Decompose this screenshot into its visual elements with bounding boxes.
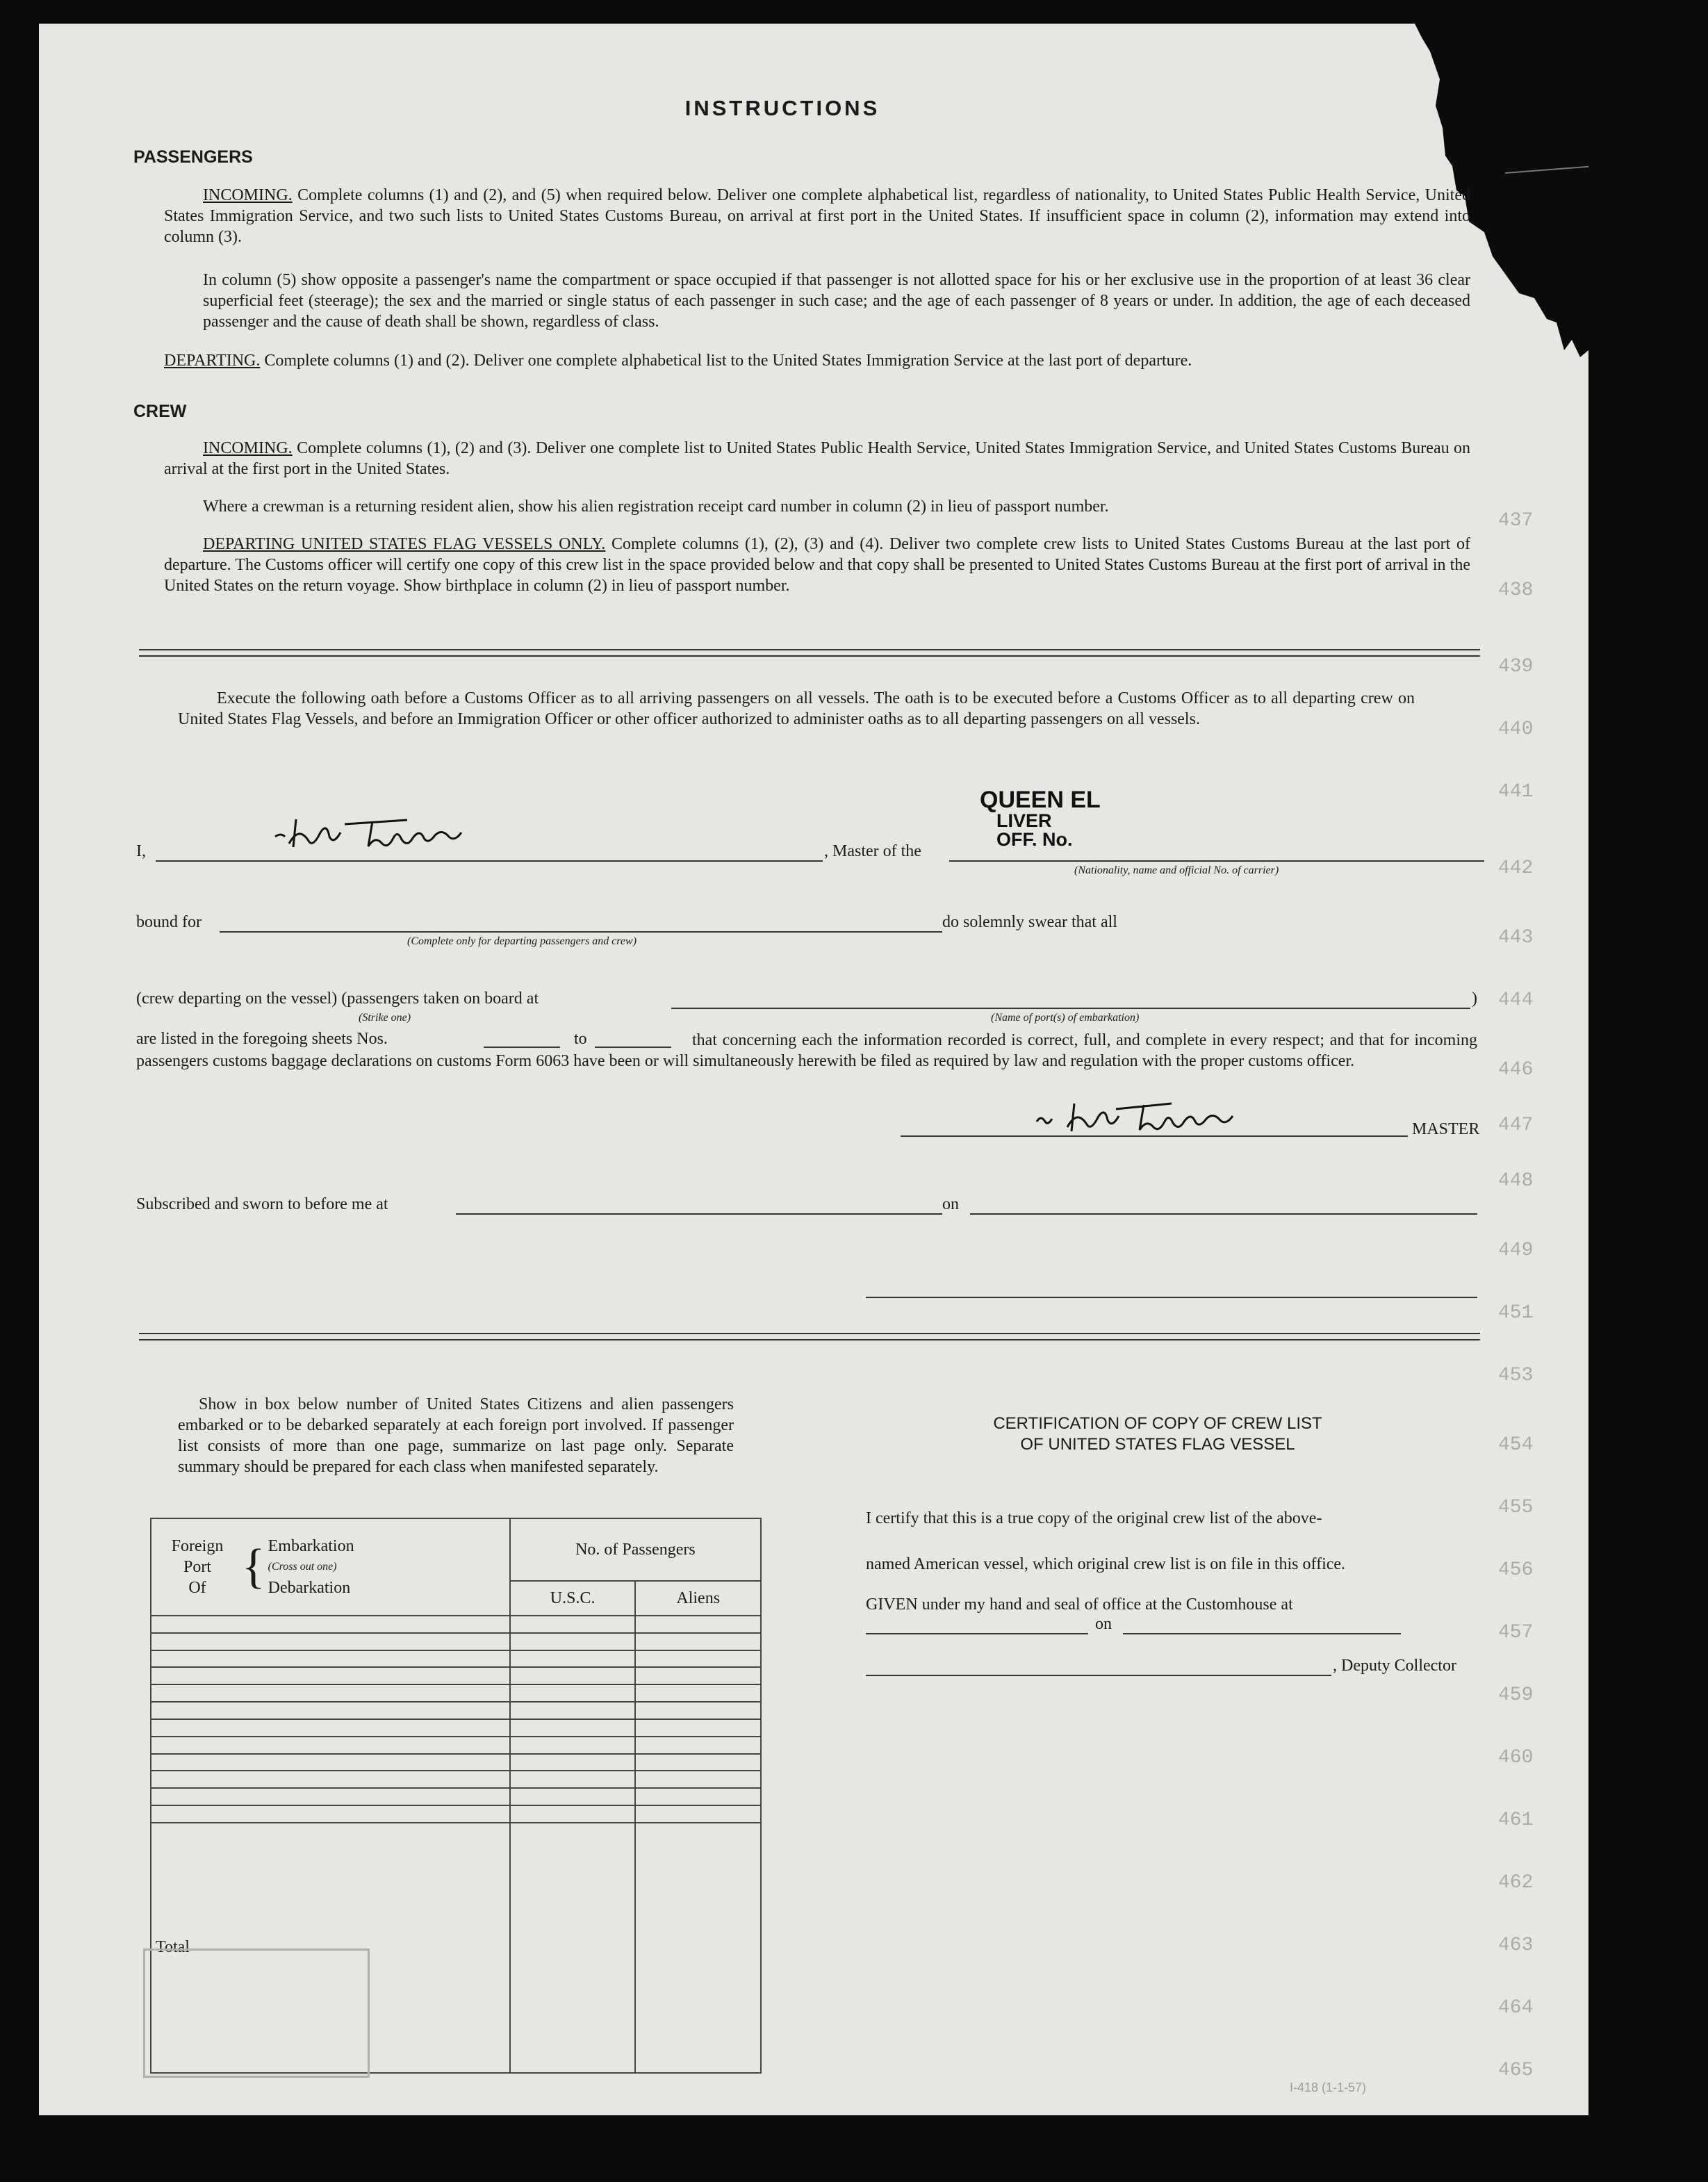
ghost-number: 465 — [1498, 2060, 1534, 2081]
oath-listed-to: to — [574, 1030, 587, 1048]
port-cell[interactable] — [151, 1684, 510, 1702]
aliens-cell[interactable] — [635, 1771, 761, 1788]
strike-one-caption: (Strike one) — [359, 1012, 411, 1024]
oath-close-paren: ) — [1472, 990, 1477, 1008]
table-header-row — [151, 1518, 761, 1581]
stamp-line: QUEEN EL — [980, 787, 1101, 813]
aliens-cell[interactable] — [635, 1719, 761, 1737]
ports-caption: (Name of port(s) of embarkation) — [991, 1012, 1140, 1024]
stamp-line: OFF. No. — [996, 829, 1073, 850]
ghost-number: 459 — [1498, 1684, 1534, 1706]
master-label: MASTER — [1412, 1120, 1480, 1138]
oath-bound-for: bound for — [136, 913, 202, 931]
crew-incoming — [164, 438, 1470, 479]
certification-heading — [908, 1413, 1408, 1455]
ghost-number: 441 — [1498, 781, 1534, 803]
total-label: Total — [151, 1823, 510, 2073]
port-cell[interactable] — [151, 1805, 510, 1823]
passengers-incoming-label: INCOMING. — [203, 186, 293, 204]
page-title: INSTRUCTIONS — [684, 96, 880, 120]
port-cell[interactable] — [151, 1719, 510, 1737]
oath-crew-departing: (crew departing on the vessel) (passengers taken on board at — [136, 990, 539, 1008]
section-divider — [139, 1333, 1480, 1340]
table-row — [151, 1788, 761, 1805]
oath-listed-a: are listed in the foregoing sheets Nos. — [136, 1030, 388, 1048]
form-number: I-418 (1-1-57) — [1290, 2081, 1367, 2094]
section-divider — [139, 649, 1480, 657]
passengers-heading: PASSENGERS — [133, 147, 253, 167]
subscribed-date-field[interactable] — [970, 1213, 1477, 1215]
brace-icon: { — [242, 1540, 265, 1593]
certification-line-3: GIVEN under my hand and seal of office at the Customhouse at — [866, 1596, 1293, 1614]
crew-departing-text: Complete columns (1), (2), (3) and (4). Deliver two complete crew lists to United States Customs Bureau at the last port of departure. The Customs officer will certify one copy of this crew list in the space provided below and that copy shall be presented to United States Customs Bureau at the first port of arrival in the United States on the return voyage. Show birthplace in column (2) in lieu of passport number. — [164, 535, 1470, 595]
table-row — [151, 1667, 761, 1684]
header-debarkation[interactable]: Debarkation — [268, 1579, 351, 1597]
passengers-incoming-text: Complete columns (1) and (2), and (5) when required below. Deliver one complete alphabetical list, regardless of nationality, to United States Public Health Service, United States Immigration Service, and two such lists to United States Customs Bureau, on arrival at first port in the United States. If insufficient space in column (2), information may extend into column (3). — [164, 186, 1470, 246]
master-name-field[interactable] — [156, 860, 823, 862]
oath-master-of: , Master of the — [824, 842, 921, 860]
crew-resident: Where a crewman is a returning resident alien, show his alien registration receipt card number in column (2) in lieu of passport number. — [203, 498, 1109, 516]
ghost-number: 440 — [1498, 719, 1534, 740]
ghost-number: 461 — [1498, 1810, 1534, 1831]
aliens-cell[interactable] — [635, 1788, 761, 1805]
crew-incoming-text: Complete columns (1), (2) and (3). Deliver one complete list to United States Public Health Service, United States Immigration Service, and United States Customs Bureau on arrival at the first port in the United States. — [164, 439, 1471, 478]
aliens-cell[interactable] — [635, 1702, 761, 1719]
ghost-number: 451 — [1498, 1302, 1534, 1324]
table-row — [151, 1650, 761, 1668]
header-foreign: Foreign — [171, 1537, 224, 1555]
bound-for-field[interactable] — [220, 931, 942, 933]
carrier-field[interactable] — [949, 860, 1484, 862]
passengers-incoming — [164, 185, 1470, 247]
carrier-caption: (Nationality, name and official No. of carrier) — [1074, 864, 1279, 876]
port-cell[interactable] — [151, 1650, 510, 1668]
certification-line-2: named American vessel, which original crew list is on file in this office. — [866, 1555, 1346, 1573]
passengers-departing — [164, 350, 1470, 371]
table-row — [151, 1633, 761, 1650]
port-cell[interactable] — [151, 1754, 510, 1771]
passengers-departing-text: Complete columns (1) and (2). Deliver one complete alphabetical list to the United States Immigration Service at the last port of departure. — [264, 352, 1192, 370]
table-row — [151, 1616, 761, 1633]
stamp-line: LIVER — [996, 810, 1052, 831]
embarkation-port-field[interactable] — [671, 1008, 1470, 1009]
faint-office-stamp — [143, 1949, 370, 2078]
oath-swear: do solemnly swear that all — [942, 913, 1117, 931]
port-cell[interactable] — [151, 1633, 510, 1650]
usc-cell[interactable] — [510, 1737, 636, 1754]
usc-cell[interactable] — [510, 1650, 636, 1668]
passengers-column5: In column (5) show opposite a passenger's name the compartment or space occupied if that passenger is not allotted space for his or her exclusive use in the proportion of at least 36 clear superficial feet (steerage); the sex and the married or single status of each passenger in such case; and the age of each passenger of 8 years or under. In addition, the age of each deceased passenger and the cause of death shall be shown, regardless of class. — [203, 271, 1470, 331]
oath-subscribed: Subscribed and sworn to before me at — [136, 1195, 388, 1213]
aliens-cell[interactable] — [635, 1633, 761, 1650]
port-cell[interactable] — [151, 1616, 510, 1633]
usc-cell[interactable] — [510, 1667, 636, 1684]
crew-incoming-label: INCOMING. — [203, 439, 293, 457]
crew-departing-label: DEPARTING UNITED STATES FLAG VESSELS ONLY. — [203, 535, 606, 553]
table-row — [151, 1754, 761, 1771]
ghost-number: 444 — [1498, 990, 1534, 1011]
aliens-cell[interactable] — [635, 1616, 761, 1633]
aliens-cell[interactable] — [635, 1667, 761, 1684]
usc-cell[interactable] — [510, 1684, 636, 1702]
table-row — [151, 1771, 761, 1788]
aliens-cell[interactable] — [635, 1754, 761, 1771]
crew-heading: CREW — [133, 402, 187, 421]
deputy-collector-label: , Deputy Collector — [1333, 1657, 1456, 1675]
header-no-passengers: No. of Passengers — [510, 1518, 761, 1581]
ghost-number: 462 — [1498, 1872, 1534, 1894]
summary-instructions: Show in box below number of United States Citizens and alien passengers embarked or to be debarked separately at each foreign port involved. If passenger list consists of more than one page, summarize on last page only. Separate summary should be prepared for each class when manifested separately. — [178, 1395, 734, 1476]
aliens-total-cell[interactable] — [635, 1823, 761, 2073]
table-row — [151, 1684, 761, 1702]
ghost-number: 463 — [1498, 1935, 1534, 1956]
ghost-number: 447 — [1498, 1115, 1534, 1136]
master-signature — [268, 809, 560, 858]
usc-cell[interactable] — [510, 1633, 636, 1650]
oath-listed-b: that concerning each the information recorded is correct, full, and complete in every respect; and that for incoming passengers customs baggage declarations on customs Form 6063 have been or will simultaneously herewith be filed as required by law and regulation with the proper customs officer. — [136, 1031, 1477, 1070]
oath-on: on — [942, 1195, 959, 1213]
header-embarkation[interactable]: Embarkation — [268, 1537, 354, 1555]
aliens-cell[interactable] — [635, 1805, 761, 1823]
usc-total-cell[interactable] — [510, 1823, 636, 2073]
header-port: Port — [183, 1558, 211, 1576]
header-usc: U.S.C. — [510, 1581, 636, 1616]
table-row — [151, 1737, 761, 1754]
master-signature-line[interactable] — [901, 1135, 1408, 1137]
port-cell[interactable] — [151, 1737, 510, 1754]
ghost-number: 446 — [1498, 1059, 1534, 1081]
officer-signature-line[interactable] — [866, 1297, 1477, 1298]
header-port-cell — [151, 1518, 510, 1616]
table-row — [151, 1719, 761, 1737]
customhouse-field[interactable] — [866, 1633, 1088, 1634]
ghost-number: 437 — [1498, 510, 1534, 532]
ghost-number: 448 — [1498, 1170, 1534, 1192]
header-of: Of — [188, 1579, 206, 1597]
port-cell[interactable] — [151, 1702, 510, 1719]
crew-departing — [164, 534, 1470, 596]
bound-caption: (Complete only for departing passengers and crew) — [407, 935, 637, 947]
ghost-number: 456 — [1498, 1559, 1534, 1581]
ghost-number: 454 — [1498, 1434, 1534, 1456]
usc-cell[interactable] — [510, 1702, 636, 1719]
ghost-number: 438 — [1498, 580, 1534, 601]
deputy-signature-line[interactable] — [866, 1675, 1331, 1676]
passengers-departing-label: DEPARTING. — [164, 352, 261, 370]
aliens-cell[interactable] — [635, 1684, 761, 1702]
port-cell[interactable] — [151, 1788, 510, 1805]
foreign-port-of — [156, 1536, 239, 1598]
header-aliens: Aliens — [635, 1581, 761, 1616]
form-page — [39, 24, 1588, 2115]
ghost-number: 457 — [1498, 1622, 1534, 1643]
oath-intro: Execute the following oath before a Customs Officer as to all arriving passengers on all vessels. The oath is to be executed before a Customs Officer as to all departing crew on United States Flag Vessels, and before an Immigration Officer or other officer authorized to administer oaths as to all departing passengers on all vessels. — [178, 689, 1415, 728]
usc-cell[interactable] — [510, 1788, 636, 1805]
table-row — [151, 1805, 761, 1823]
port-cell[interactable] — [151, 1667, 510, 1684]
usc-cell[interactable] — [510, 1754, 636, 1771]
ghost-number: 449 — [1498, 1240, 1534, 1261]
certification-line-1: I certify that this is a true copy of the original crew list of the above- — [866, 1509, 1322, 1527]
usc-cell[interactable] — [510, 1719, 636, 1737]
aliens-cell[interactable] — [635, 1737, 761, 1754]
ghost-number: 455 — [1498, 1497, 1534, 1518]
ghost-number: 453 — [1498, 1365, 1534, 1386]
embark-debark — [268, 1536, 354, 1598]
certification-date-field[interactable] — [1123, 1633, 1401, 1634]
ghost-number: 439 — [1498, 656, 1534, 678]
usc-cell[interactable] — [510, 1771, 636, 1788]
header-crossout: (Cross out one) — [268, 1561, 337, 1573]
ghost-number: 443 — [1498, 927, 1534, 949]
subscribed-place-field[interactable] — [456, 1213, 942, 1215]
port-cell[interactable] — [151, 1771, 510, 1788]
aliens-cell[interactable] — [635, 1650, 761, 1668]
ghost-number: 464 — [1498, 1997, 1534, 2019]
oath-i-label: I, — [136, 842, 146, 860]
ghost-number: 460 — [1498, 1747, 1534, 1769]
carrier-stamp — [980, 788, 1101, 849]
certification-on: on — [1095, 1615, 1112, 1633]
certification-title-2: OF UNITED STATES FLAG VESSEL — [1020, 1435, 1295, 1454]
certification-title-1: CERTIFICATION OF COPY OF CREW LIST — [993, 1414, 1322, 1433]
usc-cell[interactable] — [510, 1805, 636, 1823]
usc-cell[interactable] — [510, 1616, 636, 1633]
table-row — [151, 1702, 761, 1719]
ghost-number: 442 — [1498, 858, 1534, 879]
